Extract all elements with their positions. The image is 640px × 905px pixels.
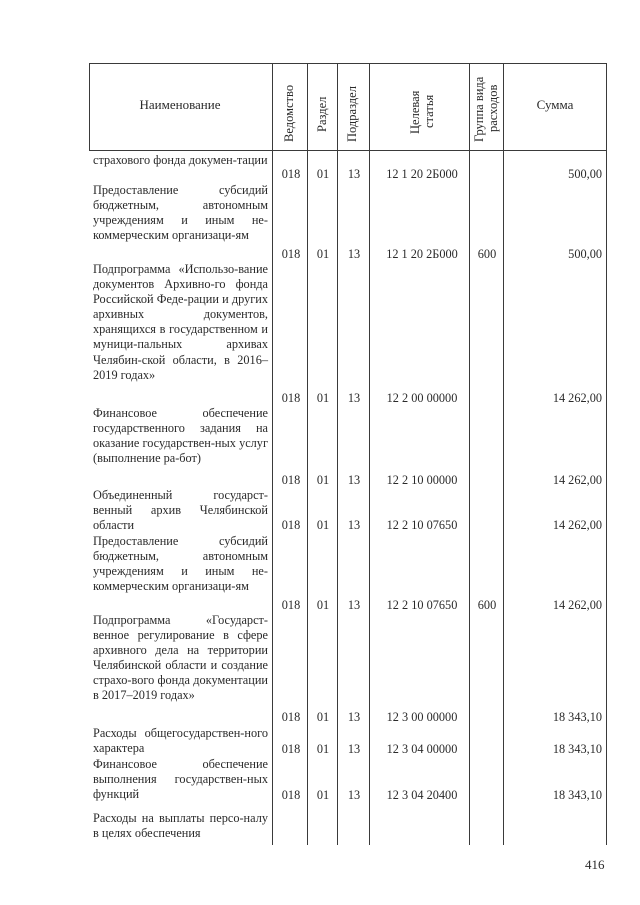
header-gruppa-line1: Группа вида — [472, 76, 486, 142]
row-podrazdel: 13 — [347, 598, 361, 612]
row-celevaya: 12 3 04 20400 — [386, 788, 458, 802]
row-celevaya: 12 2 10 00000 — [386, 473, 458, 487]
row-name: Предоставление субсидий бюджетным, автономным учреждениям и иным не-коммерческим организаци-ям — [93, 183, 268, 243]
header-summa: Сумма — [536, 97, 574, 112]
row-name: Подпрограмма «Использо-вание документов Архивно-го фонда Российской Феде-рации и других архивных документов, хранящихся в государственном и муници-пальных архивах Челябин-ской области, в 2016–2019 годах» — [93, 262, 268, 382]
row-razdel: 01 — [316, 473, 330, 487]
header-bottom-border — [89, 150, 607, 151]
row-gruppa: 600 — [477, 598, 497, 612]
row-podrazdel: 13 — [347, 247, 361, 261]
row-razdel: 01 — [316, 247, 330, 261]
header-celevaya-line2: статья — [422, 94, 436, 128]
row-podrazdel: 13 — [347, 710, 361, 724]
header-podrazdel: Подраздел — [345, 86, 359, 142]
row-podrazdel: 13 — [347, 518, 361, 532]
row-razdel: 01 — [316, 788, 330, 802]
row-vedomstvo: 018 — [281, 742, 301, 756]
row-summa: 14 262,00 — [552, 391, 602, 405]
row-vedomstvo: 018 — [281, 710, 301, 724]
row-name: Финансовое обеспечение государственного задания на оказание государствен-ных услуг (выполнение ра-бот) — [93, 406, 268, 466]
row-name: Подпрограмма «Государст-венное регулирование в сфере архивного дела на территории Челябинской области и создание страхо-вого фонда документации в 2017–2019 годах» — [93, 613, 268, 703]
row-gruppa: 600 — [477, 247, 497, 261]
column-divider — [369, 63, 370, 845]
column-divider — [337, 63, 338, 845]
row-name: Объединенный государст-венный архив Челябинской области — [93, 488, 268, 533]
row-summa: 18 343,10 — [552, 742, 602, 756]
row-celevaya: 12 3 00 00000 — [386, 710, 458, 724]
row-name: Финансовое обеспечение выполнения государствен-ных функций — [93, 757, 268, 802]
column-divider — [89, 63, 90, 151]
row-name: Предоставление субсидий бюджетным, автономным учреждениям и иным не-коммерческим организаци-ям — [93, 534, 268, 594]
row-celevaya: 12 2 10 07650 — [386, 518, 458, 532]
row-summa: 14 262,00 — [552, 598, 602, 612]
header-name: Наименование — [139, 97, 221, 112]
row-razdel: 01 — [316, 391, 330, 405]
row-celevaya: 12 2 10 07650 — [386, 598, 458, 612]
row-celevaya: 12 1 20 2Б000 — [386, 247, 458, 261]
row-celevaya: 12 3 04 00000 — [386, 742, 458, 756]
row-summa: 18 343,10 — [552, 788, 602, 802]
row-vedomstvo: 018 — [281, 473, 301, 487]
row-name: Расходы общегосударствен-ного характера — [93, 726, 268, 756]
row-name: страхового фонда докумен-тации — [93, 153, 268, 167]
header-razdel: Раздел — [315, 96, 329, 132]
row-vedomstvo: 018 — [281, 788, 301, 802]
row-razdel: 01 — [316, 710, 330, 724]
row-summa: 18 343,10 — [552, 710, 602, 724]
header-gruppa-line2: расходов — [486, 84, 500, 132]
row-razdel: 01 — [316, 518, 330, 532]
row-podrazdel: 13 — [347, 391, 361, 405]
column-divider — [503, 63, 504, 845]
row-podrazdel: 13 — [347, 742, 361, 756]
row-razdel: 01 — [316, 167, 330, 181]
row-summa: 500,00 — [568, 167, 602, 181]
row-summa: 500,00 — [568, 247, 602, 261]
row-name: Расходы на выплаты персо-налу в целях обеспечения — [93, 811, 268, 841]
row-vedomstvo: 018 — [281, 167, 301, 181]
row-vedomstvo: 018 — [281, 518, 301, 532]
header-vedomstvo: Ведомство — [282, 84, 296, 142]
row-celevaya: 12 2 00 00000 — [386, 391, 458, 405]
row-vedomstvo: 018 — [281, 247, 301, 261]
row-summa: 14 262,00 — [552, 518, 602, 532]
row-podrazdel: 13 — [347, 788, 361, 802]
row-podrazdel: 13 — [347, 167, 361, 181]
page-number: 416 — [585, 857, 605, 872]
header-celevaya-line1: Целевая — [408, 90, 422, 134]
row-celevaya: 12 1 20 2Б000 — [386, 167, 458, 181]
row-podrazdel: 13 — [347, 473, 361, 487]
row-razdel: 01 — [316, 742, 330, 756]
table-top-border — [89, 63, 607, 64]
row-vedomstvo: 018 — [281, 391, 301, 405]
column-divider — [272, 63, 273, 845]
row-summa: 14 262,00 — [552, 473, 602, 487]
row-vedomstvo: 018 — [281, 598, 301, 612]
row-razdel: 01 — [316, 598, 330, 612]
column-divider — [307, 63, 308, 845]
column-divider — [606, 63, 607, 845]
